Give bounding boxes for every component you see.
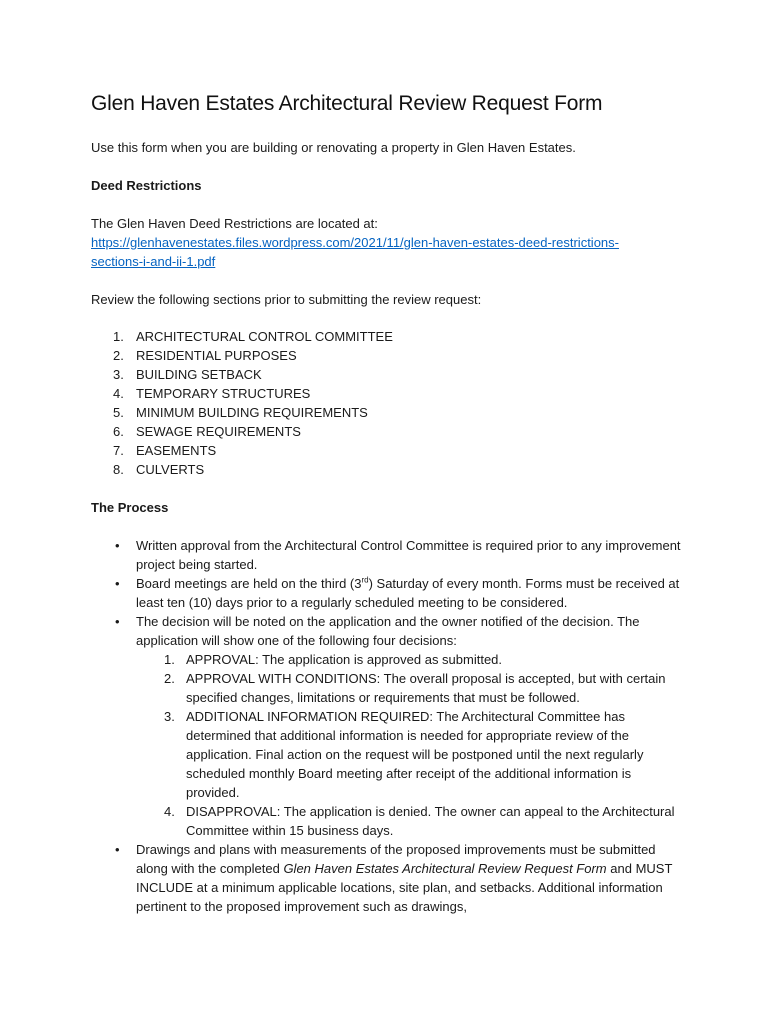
decision-item xyxy=(136,802,676,840)
list-number: 2. xyxy=(113,348,124,363)
list-item xyxy=(91,327,691,346)
list-number: 1. xyxy=(113,329,124,344)
list-item-label: SEWAGE REQUIREMENTS xyxy=(136,424,301,439)
decision-text: ADDITIONAL INFORMATION REQUIRED: The Architectural Committee has determined that additional information is needed for appropriate review of the application. Final action on the request will be postponed until the next regularly scheduled monthly Board meeting after receipt of the additional information is provided. xyxy=(186,709,644,800)
list-item xyxy=(91,460,691,479)
list-item-label: EASEMENTS xyxy=(136,443,217,458)
deed-restrictions-heading: Deed Restrictions xyxy=(91,178,202,193)
process-item-meetings xyxy=(91,574,684,612)
list-item xyxy=(91,403,691,422)
list-item-label: RESIDENTIAL PURPOSES xyxy=(136,348,297,363)
decision-number: 2. xyxy=(164,671,175,686)
decision-number: 1. xyxy=(164,652,175,667)
bullet-icon: • xyxy=(115,842,120,857)
process-item-text-a: Drawings and plans with measurements of the proposed improvements must be submitted along with the completed xyxy=(136,842,656,876)
list-number: 3. xyxy=(113,367,124,382)
list-item xyxy=(91,346,691,365)
list-number: 5. xyxy=(113,405,124,420)
decision-item xyxy=(136,669,676,707)
list-item-label: CULVERTS xyxy=(136,462,205,477)
list-item-label: ARCHITECTURAL CONTROL COMMITTEE xyxy=(136,329,393,344)
process-item-text-b: ) Saturday of every month. Forms must be received at least ten (10) days prior to a regularly scheduled meeting to be considered. xyxy=(136,576,680,610)
process-item-text-b: and MUST INCLUDE at a minimum applicable locations, site plan, and setbacks. Additional information pertinent to the proposed improvement such as drawings, xyxy=(136,861,673,914)
review-note: Review the following sections prior to submitting the review request: xyxy=(91,292,482,307)
list-number: 4. xyxy=(113,386,124,401)
decision-text: APPROVAL WITH CONDITIONS: The overall proposal is accepted, but with certain specified changes, limitations or requirements that must be followed. xyxy=(186,671,666,705)
bullet-icon: • xyxy=(115,576,120,591)
bullet-icon: • xyxy=(115,538,120,553)
list-number: 8. xyxy=(113,462,124,477)
decisions-list xyxy=(136,650,684,840)
list-item xyxy=(91,365,691,384)
decision-item xyxy=(136,707,676,802)
process-heading: The Process xyxy=(91,500,169,515)
process-item-approval xyxy=(91,536,684,574)
list-item-label: MINIMUM BUILDING REQUIREMENTS xyxy=(136,405,368,420)
process-item-drawings xyxy=(91,840,684,916)
process-item-text: The decision will be noted on the application and the owner notified of the decision. The application will show one of the following four decisions: xyxy=(136,614,640,648)
list-item-label: BUILDING SETBACK xyxy=(136,367,262,382)
document-page xyxy=(91,92,691,916)
sections-list xyxy=(91,327,691,479)
form-name-emphasis: Glen Haven Estates Architectural Review Request Form xyxy=(283,861,607,876)
decision-number: 3. xyxy=(164,709,175,724)
bullet-icon: • xyxy=(115,614,120,629)
deed-location-label: The Glen Haven Deed Restrictions are located at: xyxy=(91,216,378,231)
process-item-text-a: Board meetings are held on the third (3 xyxy=(136,576,362,591)
list-item xyxy=(91,422,691,441)
process-list xyxy=(91,536,691,916)
decision-text: APPROVAL: The application is approved as submitted. xyxy=(186,652,503,667)
decision-text: DISAPPROVAL: The application is denied. The owner can appeal to the Architectural Committee within 15 business days. xyxy=(186,804,675,838)
list-item-label: TEMPORARY STRUCTURES xyxy=(136,386,311,401)
ordinal-suffix: rd xyxy=(361,575,369,585)
list-item xyxy=(91,441,691,460)
list-item xyxy=(91,384,691,403)
deed-link-line2: sections-i-and-ii-1.pdf xyxy=(91,254,216,269)
process-item-decision xyxy=(91,612,684,840)
deed-link-line1: https://glenhavenestates.files.wordpress.com/2021/11/glen-haven-estates-deed-restrictions- xyxy=(91,235,619,250)
deed-restrictions-link[interactable] xyxy=(91,233,681,271)
decision-item xyxy=(136,650,676,669)
intro-text: Use this form when you are building or renovating a property in Glen Haven Estates. xyxy=(91,140,576,155)
process-item-text: Written approval from the Architectural Control Committee is required prior to any improvement project being started. xyxy=(136,538,681,572)
list-number: 6. xyxy=(113,424,124,439)
page-title: Glen Haven Estates Architectural Review Request Form xyxy=(91,92,603,115)
list-number: 7. xyxy=(113,443,124,458)
decision-number: 4. xyxy=(164,804,175,819)
